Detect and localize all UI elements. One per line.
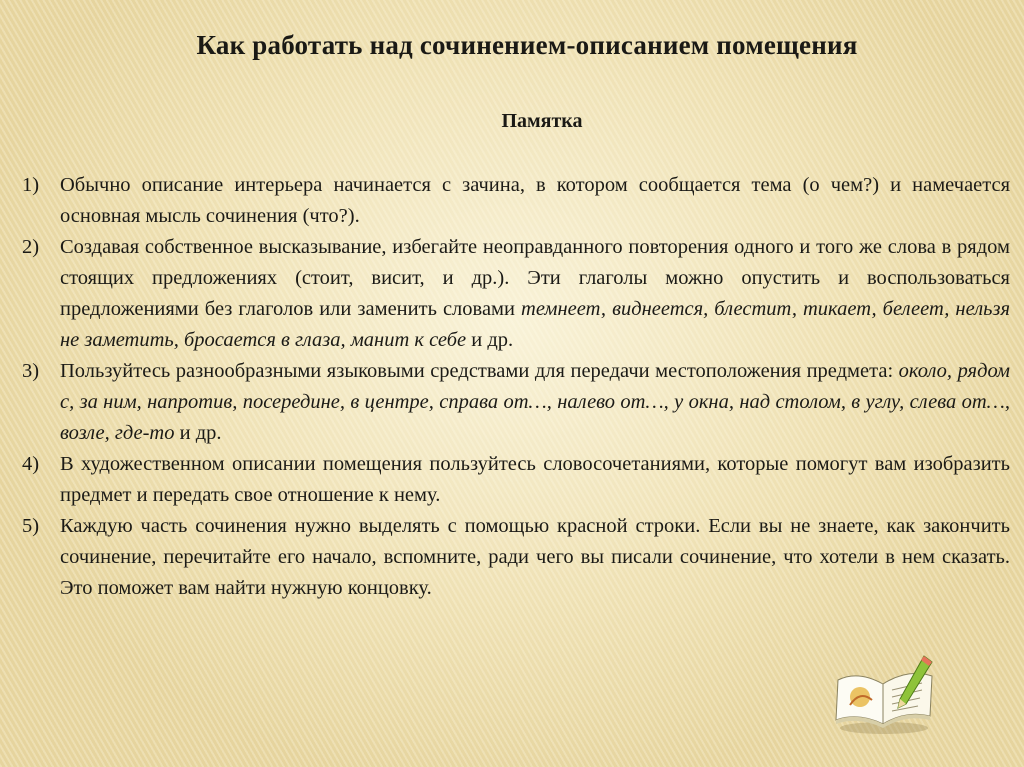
memo-item-text: Создавая собственное высказывание, избегайте неоправданного повторения одного и того же слова в рядом стоящих предложениях (стоит, висит, и др.). Эти глаголы можно опустить и воспользоваться предложениями без глаголов или заменить словами: [60, 236, 1010, 320]
memo-item-text-end: и др.: [466, 329, 514, 351]
slide-title: Как работать над сочинением-описанием помещения: [196, 30, 858, 60]
memo-item-4: [22, 449, 1010, 511]
memo-item-text: Обычно описание интерьера начинается с зачина, в котором сообщается тема (о чем?) и намечается основная мысль сочинения (что?).: [60, 174, 1010, 227]
memo-item-5: [22, 511, 1010, 604]
memo-item-number: 4): [22, 453, 40, 475]
memo-item-text-end: и др.: [174, 422, 222, 444]
memo-item-text: В художественном описании помещения пользуйтесь словосочетаниями, которые помогут вам изобразить предмет и передать свое отношение к нему.: [60, 453, 1010, 506]
memo-item-text: Каждую часть сочинения нужно выделять с помощью красной строки. Если вы не знаете, как закончить сочинение, перечитайте его начало, вспомните, ради чего вы писали сочинение, что хотели в нем сказать. Это поможет вам найти нужную концовку.: [60, 515, 1010, 599]
slide-subtitle: Памятка: [501, 110, 583, 132]
memo-item-text: Пользуйтесь разнообразными языковыми средствами для передачи местоположения предмета:: [60, 360, 899, 382]
memo-item-2: [22, 232, 1010, 356]
memo-item-examples: около, рядом с, за ним, напротив, посередине, в центре, справа от…, налево от…, у окна, над столом, в углу, слева от…, возле, где-то: [60, 360, 1010, 444]
memo-item-number: 3): [22, 360, 40, 382]
memo-item-1: [22, 170, 1010, 232]
memo-item-number: 1): [22, 174, 40, 196]
memo-item-3: [22, 356, 1010, 449]
memo-list: [22, 170, 1010, 604]
memo-item-number: 5): [22, 515, 40, 537]
memo-item-number: 2): [22, 236, 40, 258]
memo-item-examples: темнеет, виднеется, блестит, тикает, белеет, нельзя не заметить, бросается в глаза, манит к себе: [60, 298, 1010, 351]
open-book-pencil-icon: [828, 650, 940, 736]
